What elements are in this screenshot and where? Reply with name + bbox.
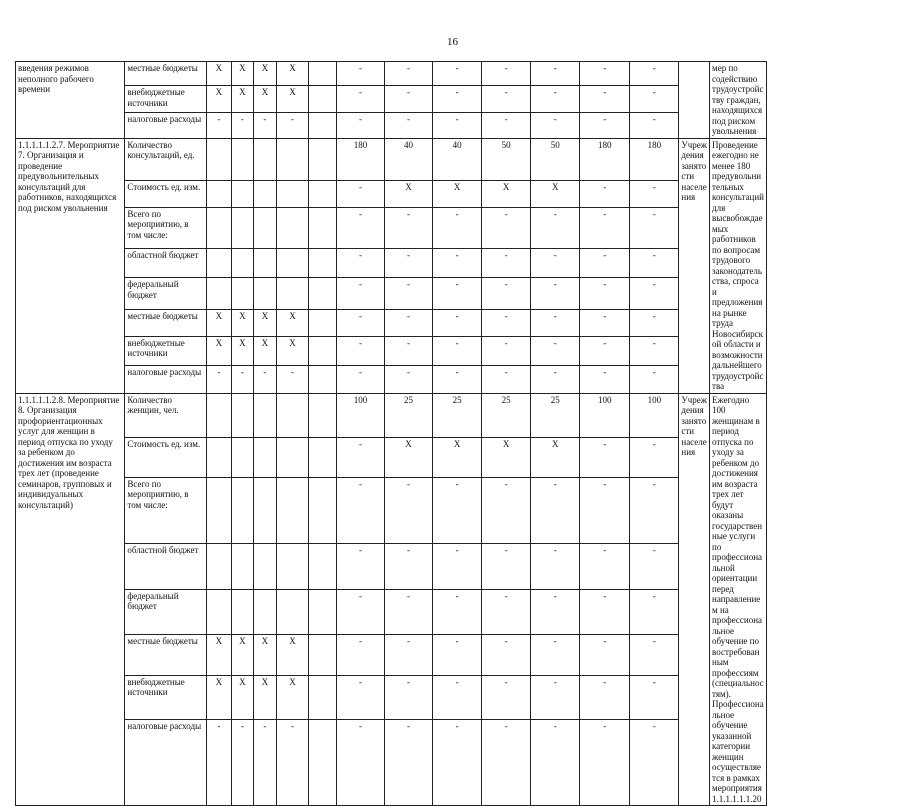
row-label-cell: внебюджетные источники [125, 86, 207, 113]
value-cell: - [433, 112, 482, 138]
value-cell: - [580, 543, 630, 589]
value-cell [309, 112, 337, 138]
value-cell: 25 [531, 393, 580, 437]
value-cell [309, 249, 337, 278]
value-cell: - [531, 543, 580, 589]
value-cell [207, 543, 232, 589]
value-cell: 100 [630, 393, 679, 437]
value-cell [254, 543, 276, 589]
value-cell [254, 393, 276, 437]
value-cell [309, 543, 337, 589]
value-cell: - [630, 86, 679, 113]
value-cell: - [580, 180, 630, 207]
value-cell: X [433, 437, 482, 477]
value-cell: - [630, 719, 679, 805]
value-cell: - [336, 180, 384, 207]
value-cell [254, 249, 276, 278]
row-label-cell: Всего по мероприятию, в том числе: [125, 477, 207, 543]
value-cell [207, 180, 232, 207]
value-cell: X [482, 180, 531, 207]
value-cell: - [433, 543, 482, 589]
value-cell [309, 62, 337, 86]
value-cell [309, 138, 337, 180]
value-cell: - [336, 336, 384, 365]
value-cell: 180 [336, 138, 384, 180]
value-cell: X [433, 180, 482, 207]
value-cell: - [482, 86, 531, 113]
value-cell: - [630, 278, 679, 309]
value-cell: - [580, 62, 630, 86]
value-cell: X [231, 309, 253, 336]
value-cell: - [336, 437, 384, 477]
value-cell: X [231, 336, 253, 365]
value-cell [231, 278, 253, 309]
value-cell [231, 589, 253, 635]
value-cell: - [336, 249, 384, 278]
value-cell: X [531, 180, 580, 207]
value-cell: - [580, 86, 630, 113]
value-cell: - [482, 249, 531, 278]
value-cell: - [385, 62, 433, 86]
value-cell: X [531, 437, 580, 477]
value-cell [309, 719, 337, 805]
value-cell [254, 207, 276, 249]
value-cell: - [207, 719, 232, 805]
value-cell [231, 180, 253, 207]
value-cell [276, 543, 309, 589]
value-cell: - [385, 336, 433, 365]
value-cell [231, 543, 253, 589]
value-cell: 100 [336, 393, 384, 437]
executor-cell: Учреждения занятости населения [679, 138, 710, 393]
value-cell: - [482, 543, 531, 589]
measure-name-cell: 1.1.1.1.1.2.7. Мероприятие 7. Организация и проведение предувольнительных консультаций для работников, находящихся под риском увольнения [16, 138, 125, 393]
value-cell: - [531, 62, 580, 86]
value-cell: - [630, 180, 679, 207]
page-number: 16 [447, 36, 458, 48]
value-cell: - [482, 589, 531, 635]
value-cell: - [630, 437, 679, 477]
value-cell: - [433, 719, 482, 805]
value-cell: - [580, 309, 630, 336]
value-cell: - [630, 249, 679, 278]
value-cell: - [276, 719, 309, 805]
value-cell: 180 [630, 138, 679, 180]
value-cell: - [385, 365, 433, 393]
expected-result-cell: Ежегодно 100 женщинам в период отпуска по уходу за ребенком до достижения им возраста трех лет будут оказаны государственные услуги по профессиональной ориентации перед направлением на профессиональное обучение по востребованным профессиям (специальностям). Профессиональное обучение указанной категории женщин осуществляется в рамках мероприятия 1.1.1.1.1.1.20 [710, 393, 767, 806]
value-cell: - [336, 207, 384, 249]
value-cell: - [433, 477, 482, 543]
value-cell: - [336, 112, 384, 138]
row-label-cell: Количество консультаций, ед. [125, 138, 207, 180]
value-cell: - [531, 112, 580, 138]
value-cell: - [207, 112, 232, 138]
value-cell: - [385, 309, 433, 336]
value-cell: X [385, 437, 433, 477]
value-cell: - [531, 278, 580, 309]
value-cell [309, 589, 337, 635]
value-cell [207, 138, 232, 180]
value-cell: - [336, 635, 384, 675]
value-cell: - [630, 675, 679, 719]
value-cell: - [630, 207, 679, 249]
value-cell: - [433, 635, 482, 675]
value-cell: - [385, 589, 433, 635]
value-cell: X [207, 675, 232, 719]
value-cell: - [580, 589, 630, 635]
value-cell: - [531, 249, 580, 278]
measure-name-cell: 1.1.1.1.1.2.8. Мероприятие 8. Организация профориентационных услуг для женщин в период отпуска по уходу за ребенком до достижения им возраста трех лет (проведение семинаров, групповых и индивидуальных консультаций) [16, 393, 125, 806]
value-cell: - [385, 719, 433, 805]
value-cell: - [433, 309, 482, 336]
value-cell: - [580, 207, 630, 249]
value-cell: - [336, 477, 384, 543]
value-cell: - [482, 477, 531, 543]
value-cell: - [630, 543, 679, 589]
value-cell: - [385, 86, 433, 113]
row-label-cell: местные бюджеты [125, 62, 207, 86]
value-cell: - [580, 477, 630, 543]
value-cell [276, 437, 309, 477]
value-cell: 25 [433, 393, 482, 437]
value-cell: - [433, 62, 482, 86]
row-label-cell: федеральный бюджет [125, 589, 207, 635]
value-cell [254, 477, 276, 543]
row-label-cell: внебюджетные источники [125, 675, 207, 719]
value-cell [309, 393, 337, 437]
value-cell [276, 393, 309, 437]
value-cell: X [254, 336, 276, 365]
table-row [16, 62, 887, 86]
value-cell: - [336, 543, 384, 589]
value-cell: 40 [433, 138, 482, 180]
value-cell: - [336, 62, 384, 86]
value-cell: X [231, 86, 253, 113]
value-cell [207, 249, 232, 278]
value-cell: X [207, 336, 232, 365]
value-cell: - [385, 675, 433, 719]
value-cell [207, 477, 232, 543]
value-cell [276, 249, 309, 278]
value-cell: - [385, 112, 433, 138]
value-cell: - [482, 207, 531, 249]
value-cell: - [231, 112, 253, 138]
value-cell: - [531, 589, 580, 635]
value-cell [309, 86, 337, 113]
row-label-cell: налоговые расходы [125, 112, 207, 138]
value-cell [276, 207, 309, 249]
value-cell [276, 278, 309, 309]
value-cell: 50 [531, 138, 580, 180]
value-cell: 25 [385, 393, 433, 437]
value-cell: - [231, 365, 253, 393]
value-cell: X [254, 86, 276, 113]
value-cell: X [482, 437, 531, 477]
executor-cell [679, 62, 710, 139]
value-cell: - [254, 719, 276, 805]
value-cell [309, 635, 337, 675]
value-cell: - [630, 112, 679, 138]
value-cell: 100 [580, 393, 630, 437]
value-cell: - [580, 278, 630, 309]
value-cell [254, 589, 276, 635]
value-cell [207, 393, 232, 437]
value-cell: - [580, 437, 630, 477]
value-cell [309, 336, 337, 365]
value-cell: - [630, 62, 679, 86]
row-label-cell: налоговые расходы [125, 365, 207, 393]
table-row [16, 393, 887, 437]
value-cell: X [207, 635, 232, 675]
value-cell: 180 [580, 138, 630, 180]
value-cell: - [276, 112, 309, 138]
value-cell [254, 437, 276, 477]
value-cell: - [276, 365, 309, 393]
value-cell: - [531, 675, 580, 719]
value-cell: X [207, 62, 232, 86]
value-cell [207, 278, 232, 309]
value-cell [309, 309, 337, 336]
value-cell: - [531, 635, 580, 675]
value-cell: - [336, 309, 384, 336]
row-label-cell: областной бюджет [125, 249, 207, 278]
value-cell: - [336, 675, 384, 719]
value-cell [231, 393, 253, 437]
value-cell: - [482, 336, 531, 365]
executor-cell: Учреждения занятости населения [679, 393, 710, 806]
value-cell: - [433, 336, 482, 365]
value-cell [207, 207, 232, 249]
value-cell [309, 365, 337, 393]
value-cell: - [531, 477, 580, 543]
value-cell: - [433, 86, 482, 113]
value-cell: - [385, 249, 433, 278]
value-cell [309, 477, 337, 543]
value-cell: - [231, 719, 253, 805]
value-cell: - [433, 675, 482, 719]
value-cell: X [276, 309, 309, 336]
expected-result-cell: Проведение ежегодно не менее 180 предувольнительных консультаций для высвобождаемых работников по вопросам трудового законодательства, спроса и предложения на рынке труда Новосибирской области и возможности дальнейшего трудоустройства [710, 138, 767, 393]
value-cell: - [580, 365, 630, 393]
value-cell: - [254, 365, 276, 393]
value-cell: - [336, 719, 384, 805]
value-cell: - [531, 86, 580, 113]
value-cell: - [630, 309, 679, 336]
value-cell [276, 477, 309, 543]
row-label-cell: местные бюджеты [125, 309, 207, 336]
value-cell: - [433, 278, 482, 309]
row-label-cell: внебюджетные источники [125, 336, 207, 365]
row-label-cell: налоговые расходы [125, 719, 207, 805]
value-cell: - [385, 278, 433, 309]
value-cell: - [433, 589, 482, 635]
value-cell [276, 138, 309, 180]
value-cell: - [630, 336, 679, 365]
value-cell [231, 207, 253, 249]
value-cell: - [580, 719, 630, 805]
value-cell: - [531, 207, 580, 249]
expected-result-cell: мер по содействию трудоустройству граждан, находящихся под риском увольнения [710, 62, 767, 139]
table-body [16, 62, 887, 806]
measure-name-cell: введения режимов неполного рабочего времени [16, 62, 125, 139]
value-cell: - [531, 365, 580, 393]
value-cell [309, 437, 337, 477]
value-cell: X [231, 635, 253, 675]
value-cell: - [433, 365, 482, 393]
measures-table [15, 61, 887, 806]
value-cell: - [336, 278, 384, 309]
value-cell: - [531, 719, 580, 805]
value-cell: - [433, 249, 482, 278]
value-cell: - [254, 112, 276, 138]
value-cell: X [276, 336, 309, 365]
value-cell: X [276, 86, 309, 113]
value-cell: X [254, 62, 276, 86]
value-cell [207, 437, 232, 477]
value-cell [231, 477, 253, 543]
value-cell: - [385, 477, 433, 543]
value-cell: - [531, 309, 580, 336]
value-cell: - [482, 309, 531, 336]
value-cell: X [207, 86, 232, 113]
value-cell: X [254, 309, 276, 336]
value-cell: X [385, 180, 433, 207]
row-label-cell: местные бюджеты [125, 635, 207, 675]
value-cell: - [482, 719, 531, 805]
row-label-cell: областной бюджет [125, 543, 207, 589]
table-row [16, 138, 887, 180]
value-cell: - [630, 477, 679, 543]
value-cell: - [207, 365, 232, 393]
row-label-cell: Количество женщин, чел. [125, 393, 207, 437]
value-cell: 40 [385, 138, 433, 180]
value-cell: X [276, 675, 309, 719]
value-cell: - [630, 589, 679, 635]
value-cell: - [482, 635, 531, 675]
value-cell [254, 278, 276, 309]
value-cell: - [482, 62, 531, 86]
value-cell: - [580, 249, 630, 278]
value-cell: - [630, 635, 679, 675]
value-cell: X [207, 309, 232, 336]
value-cell: - [580, 336, 630, 365]
value-cell [276, 589, 309, 635]
value-cell: X [231, 675, 253, 719]
value-cell: - [385, 635, 433, 675]
value-cell [231, 249, 253, 278]
value-cell [207, 589, 232, 635]
value-cell: - [580, 675, 630, 719]
row-label-cell: федеральный бюджет [125, 278, 207, 309]
value-cell: - [336, 589, 384, 635]
value-cell [276, 180, 309, 207]
value-cell: - [433, 207, 482, 249]
row-label-cell: Стоимость ед. изм. [125, 437, 207, 477]
value-cell: - [531, 336, 580, 365]
value-cell: 50 [482, 138, 531, 180]
value-cell [309, 207, 337, 249]
value-cell [309, 675, 337, 719]
row-label-cell: Стоимость ед. изм. [125, 180, 207, 207]
value-cell: - [580, 112, 630, 138]
value-cell [254, 180, 276, 207]
value-cell: 25 [482, 393, 531, 437]
value-cell [231, 138, 253, 180]
value-cell: - [482, 365, 531, 393]
value-cell: - [580, 635, 630, 675]
value-cell [254, 138, 276, 180]
value-cell: - [630, 365, 679, 393]
value-cell: X [276, 635, 309, 675]
value-cell [231, 437, 253, 477]
value-cell: - [385, 207, 433, 249]
value-cell: - [482, 112, 531, 138]
value-cell: X [276, 62, 309, 86]
value-cell: - [482, 675, 531, 719]
value-cell: - [482, 278, 531, 309]
value-cell: X [254, 675, 276, 719]
value-cell: X [231, 62, 253, 86]
value-cell: - [336, 86, 384, 113]
row-label-cell: Всего по мероприятию, в том числе: [125, 207, 207, 249]
value-cell [309, 180, 337, 207]
value-cell: - [385, 543, 433, 589]
value-cell: - [336, 365, 384, 393]
value-cell [309, 278, 337, 309]
value-cell: X [254, 635, 276, 675]
